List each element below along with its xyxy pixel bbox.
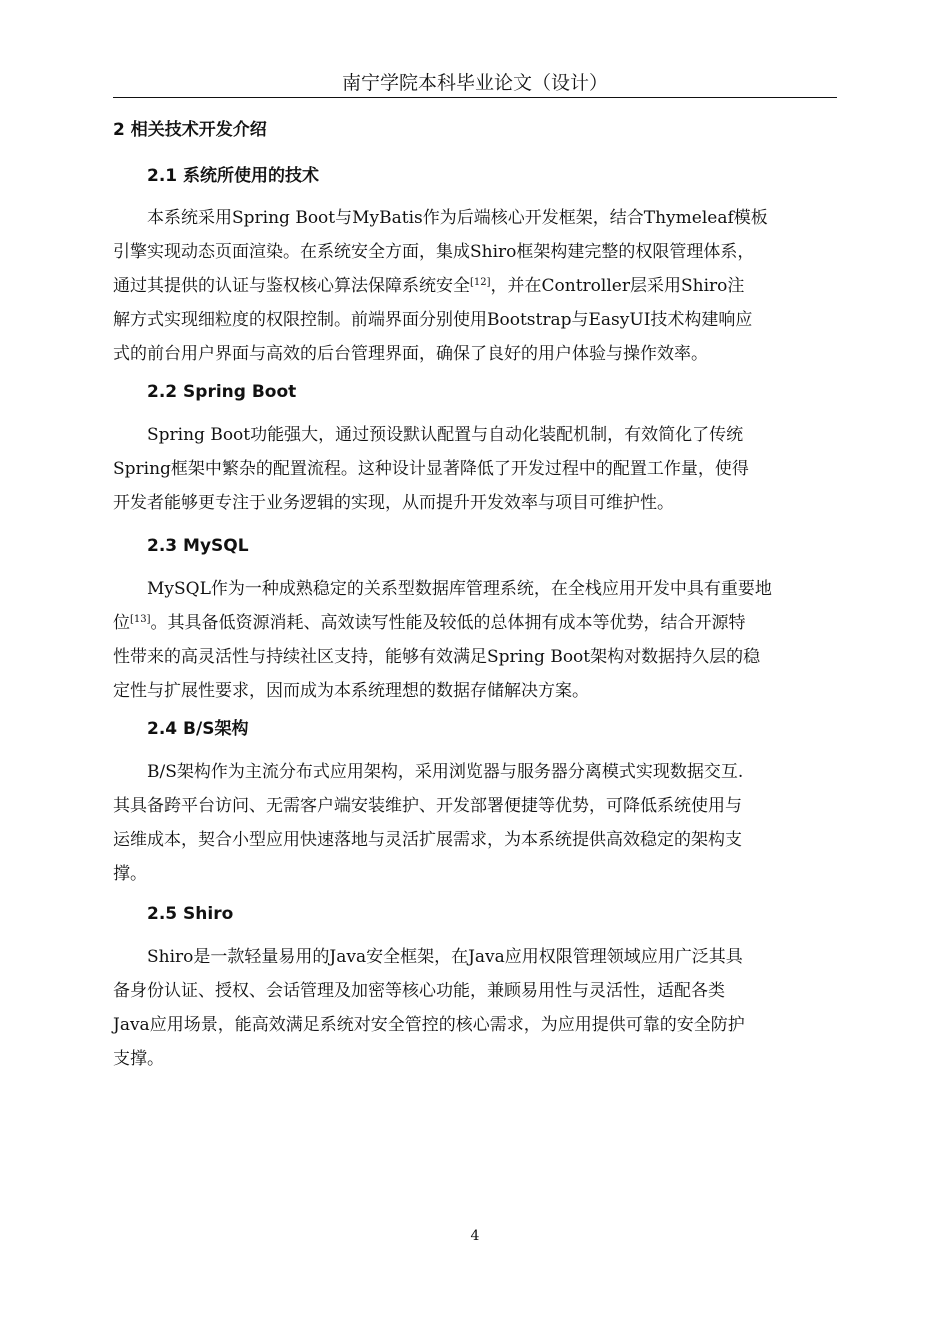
paragraph-line: 运维成本，契合小型应用快速落地与灵活扩展需求，为本系统提供高效稳定的架构支	[113, 830, 742, 850]
paragraph-line: MySQL作为一种成熟稳定的关系型数据库管理系统，在全栈应用开发中具有重要地	[147, 579, 772, 599]
section-2-2-title: 2.2 Spring Boot	[147, 382, 297, 402]
section-2-3-paragraph	[113, 572, 837, 708]
paragraph-line: 开发者能够更专注于业务逻辑的实现，从而提升开发效率与项目可维护性。	[113, 493, 674, 513]
chapter-title: 2 相关技术开发介绍	[113, 120, 267, 140]
paragraph-line: 性带来的高灵活性与持续社区支持，能够有效满足Spring Boot架构对数据持久层的稳	[113, 647, 761, 667]
section-2-2-paragraph	[113, 418, 837, 520]
section-2-4-paragraph	[113, 755, 837, 891]
paragraph-line: Spring框架中繁杂的配置流程。这种设计显著降低了开发过程中的配置工作量，使得	[113, 459, 749, 479]
paragraph-line: 式的前台用户界面与高效的后台管理界面，确保了良好的用户体验与操作效率。	[113, 344, 708, 364]
paragraph-line: 备身份认证、授权、会话管理及加密等核心功能，兼顾易用性与灵活性，适配各类	[113, 981, 725, 1001]
line-text: 。其具备低资源消耗、高效读写性能及较低的总体拥有成本等优势，结合开源特	[150, 613, 746, 633]
paragraph-line: B/S架构作为主流分布式应用架构，采用浏览器与服务器分离模式实现数据交互.	[147, 762, 744, 782]
running-header: 南宁学院本科毕业论文（设计）	[341, 72, 608, 94]
paragraph-line	[113, 269, 837, 303]
paragraph-line: 引擎实现动态页面渲染。在系统安全方面，集成Shiro框架构建完整的权限管理体系，	[113, 242, 755, 262]
page-number: 4	[470, 1228, 480, 1244]
paragraph-line: 撑。	[113, 864, 147, 884]
section-2-4-title: 2.4 B/S架构	[147, 719, 249, 739]
section-2-3-title: 2.3 MySQL	[147, 536, 249, 556]
paragraph-line: 本系统采用Spring Boot与MyBatis作为后端核心开发框架，结合Thymeleaf模板	[147, 208, 768, 228]
header-rule	[113, 97, 837, 98]
line-text: 通过其提供的认证与鉴权核心算法保障系统安全	[113, 276, 470, 296]
section-2-5-title: 2.5 Shiro	[147, 904, 234, 924]
section-2-1-paragraph	[113, 201, 837, 371]
line-text: 位	[113, 613, 130, 633]
paragraph-line	[113, 606, 837, 640]
paragraph-line: Shiro是一款轻量易用的Java安全框架，在Java应用权限管理领域应用广泛其具	[147, 947, 743, 967]
paragraph-line: 解方式实现细粒度的权限控制。前端界面分别使用Bootstrap与EasyUI技术构建响应	[113, 310, 753, 330]
paragraph-line: Java应用场景，能高效满足系统对安全管控的核心需求，为应用提供可靠的安全防护	[113, 1015, 745, 1035]
paragraph-line: Spring Boot功能强大，通过预设默认配置与自动化装配机制，有效简化了传统	[147, 425, 744, 445]
line-text: ，并在Controller层采用Shiro注	[490, 276, 745, 296]
citation-12: [12]	[470, 277, 491, 288]
paragraph-line: 支撑。	[113, 1049, 164, 1069]
citation-13: [13]	[130, 614, 151, 625]
paragraph-line: 其具备跨平台访问、无需客户端安装维护、开发部署便捷等优势，可降低系统使用与	[113, 796, 742, 816]
paragraph-line: 定性与扩展性要求，因而成为本系统理想的数据存储解决方案。	[113, 681, 589, 701]
section-2-5-paragraph	[113, 940, 837, 1076]
section-2-1-title: 2.1 系统所使用的技术	[147, 166, 320, 186]
